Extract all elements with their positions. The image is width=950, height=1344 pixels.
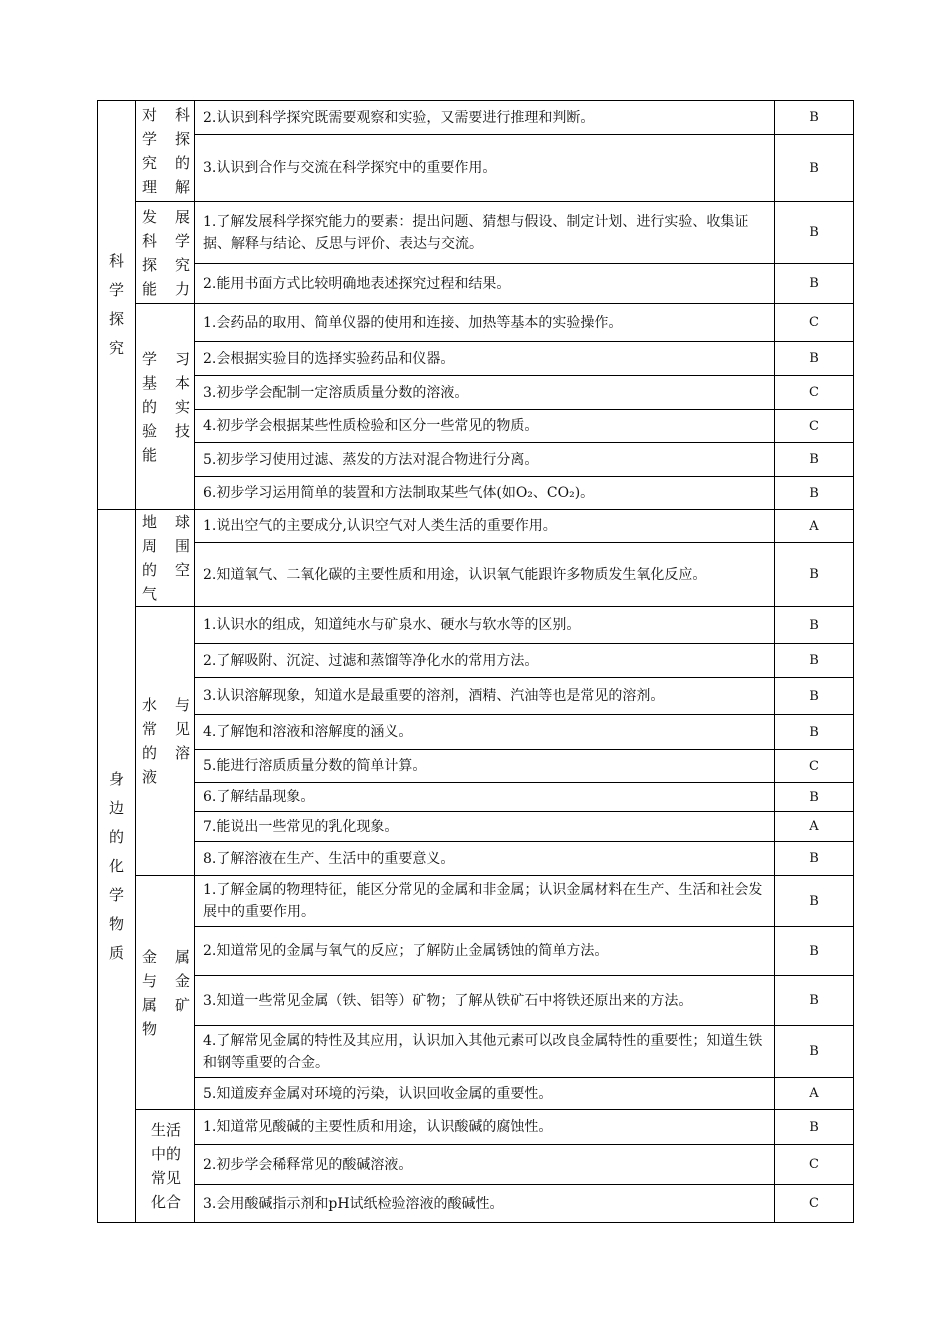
requirement-text: 3.初步学会配制一定溶质质量分数的溶液。: [195, 376, 775, 410]
table-row: [98, 477, 854, 510]
table-row: [98, 876, 854, 927]
table-row: [98, 135, 854, 202]
subcategory-label-line: 地 球: [142, 513, 190, 531]
requirement-text: 3.认识到合作与交流在科学探究中的重要作用。: [195, 135, 775, 202]
requirement-level: C: [775, 750, 854, 783]
requirement-level: B: [775, 1026, 854, 1078]
requirement-level: B: [775, 443, 854, 477]
requirement-level: A: [775, 1078, 854, 1110]
subcategory-label-line: 常 见: [142, 720, 190, 738]
table-row: [98, 202, 854, 264]
requirement-level: C: [775, 410, 854, 443]
category-cell: [98, 510, 136, 1223]
subcategory-label-line: 水 与: [142, 696, 190, 714]
table-row: [98, 644, 854, 678]
requirement-text: 4.初步学会根据某些性质检验和区分一些常见的物质。: [195, 410, 775, 443]
requirement-text: 1.说出空气的主要成分,认识空气对人类生活的重要作用。: [195, 510, 775, 543]
subcategory-label-line: 物: [142, 1019, 158, 1038]
requirement-text: 2.知道氧气、二氧化碳的主要性质和用途，认识氧气能跟许多物质发生氧化反应。: [195, 543, 775, 607]
requirement-text: 2.会根据实验目的选择实验药品和仪器。: [195, 342, 775, 376]
requirement-text: 8.了解溶液在生产、生活中的重要意义。: [195, 842, 775, 876]
requirement-text: 6.了解结晶现象。: [195, 783, 775, 812]
requirement-text: 6.初步学习运用简单的装置和方法制取某些气体(如O₂、CO₂)。: [195, 477, 775, 510]
subcategory-label-line: 的 溶: [142, 744, 190, 762]
subcategory-label-line: 周 围: [142, 537, 190, 555]
table-row: [98, 927, 854, 976]
requirement-text: 3.认识溶解现象，知道水是最重要的溶剂，酒精、汽油等也是常见的溶剂。: [195, 678, 775, 715]
requirement-text: 2.能用书面方式比较明确地表述探究过程和结果。: [195, 264, 775, 304]
requirement-text: 5.能进行溶质质量分数的简单计算。: [195, 750, 775, 783]
table-row: [98, 750, 854, 783]
requirement-text: 1.知道常见酸碱的主要性质和用途，认识酸碱的腐蚀性。: [195, 1110, 775, 1145]
requirement-level: B: [775, 715, 854, 750]
requirement-text: 2.认识到科学探究既需要观察和实验，又需要进行推理和判断。: [195, 101, 775, 135]
table-row: [98, 264, 854, 304]
requirement-text: 7.能说出一些常见的乳化现象。: [195, 812, 775, 842]
table-row: [98, 510, 854, 543]
requirement-level: B: [775, 876, 854, 927]
subcategory-label-line: 探 究: [142, 255, 190, 274]
requirement-level: A: [775, 812, 854, 842]
requirement-level: B: [775, 644, 854, 678]
subcategory-label-line: 学 探: [142, 130, 190, 148]
requirement-text: 5.知道废弃金属对环境的污染，认识回收金属的重要性。: [195, 1078, 775, 1110]
table-row: [98, 543, 854, 607]
requirement-level: C: [775, 304, 854, 342]
requirement-level: B: [775, 342, 854, 376]
subcategory-label-line: 基 本: [142, 373, 190, 392]
requirement-level: B: [775, 1110, 854, 1145]
subcategory-label-line: 发 展: [142, 207, 190, 226]
requirement-text: 3.会用酸碱指示剂和pH试纸检验溶液的酸碱性。: [195, 1185, 775, 1223]
requirement-level: B: [775, 135, 854, 202]
table-row: [98, 410, 854, 443]
table-row: [98, 101, 854, 135]
subcategory-label-line: 液: [142, 768, 158, 786]
requirement-level: B: [775, 607, 854, 644]
requirement-level: B: [775, 264, 854, 304]
subcategory-label-line: 验 技: [142, 421, 190, 440]
subcategory-cell: [136, 607, 195, 876]
table-row: [98, 715, 854, 750]
requirement-level: B: [775, 842, 854, 876]
table-row: [98, 376, 854, 410]
requirement-level: A: [775, 510, 854, 543]
subcategory-cell: [136, 876, 195, 1110]
subcategory-label-line: 属 矿: [142, 995, 190, 1014]
subcategory-label-line: 气: [142, 585, 158, 603]
requirement-text: 2.初步学会稀释常见的酸碱溶液。: [195, 1145, 775, 1185]
table-row: [98, 304, 854, 342]
table-body: [98, 101, 854, 1223]
requirement-text: 2.了解吸附、沉淀、过滤和蒸馏等净化水的常用方法。: [195, 644, 775, 678]
table-row: [98, 1110, 854, 1145]
subcategory-cell: [136, 510, 195, 607]
requirement-text: 3.知道一些常见金属（铁、铝等）矿物；了解从铁矿石中将铁还原出来的方法。: [195, 976, 775, 1026]
requirement-text: 1.了解金属的物理特征，能区分常见的金属和非金属；认识金属材料在生产、生活和社会发展中的重要作用。: [195, 876, 775, 927]
subcategory-cell: [136, 101, 195, 202]
requirement-level: B: [775, 202, 854, 264]
requirement-level: B: [775, 101, 854, 135]
requirement-level: B: [775, 976, 854, 1026]
category-label: 科学探究: [108, 252, 124, 357]
table-row: [98, 842, 854, 876]
curriculum-standards-table: [97, 100, 854, 1223]
subcategory-label-line: 与 金: [142, 971, 190, 990]
table-row: [98, 342, 854, 376]
table-row: [98, 607, 854, 644]
subcategory-label-line: 化合: [150, 1193, 181, 1211]
table-row: [98, 1185, 854, 1223]
requirement-text: 1.了解发展科学探究能力的要素：提出问题、猜想与假设、制定计划、进行实验、收集证据、解释与结论、反思与评价、表达与交流。: [195, 202, 775, 264]
requirement-level: C: [775, 1145, 854, 1185]
subcategory-label-line: 的 实: [142, 397, 190, 416]
subcategory-label-line: 常见: [150, 1169, 181, 1187]
subcategory-cell: [136, 202, 195, 304]
table-row: [98, 678, 854, 715]
subcategory-label-line: 对 科: [142, 106, 190, 124]
requirement-text: 4.了解饱和溶液和溶解度的涵义。: [195, 715, 775, 750]
subcategory-cell: [136, 1110, 195, 1223]
requirement-level: B: [775, 927, 854, 976]
subcategory-cell: [136, 304, 195, 510]
requirement-level: B: [775, 477, 854, 510]
subcategory-label-line: 生活: [150, 1121, 181, 1139]
table-row: [98, 1078, 854, 1110]
subcategory-label-line: 中的: [150, 1145, 181, 1163]
table-row: [98, 1145, 854, 1185]
requirement-text: 5.初步学习使用过滤、蒸发的方法对混合物进行分离。: [195, 443, 775, 477]
table-row: [98, 976, 854, 1026]
table-row: [98, 812, 854, 842]
requirement-level: B: [775, 678, 854, 715]
subcategory-label-line: 科 学: [142, 231, 190, 250]
table-row: [98, 443, 854, 477]
requirement-text: 2.知道常见的金属与氧气的反应；了解防止金属锈蚀的简单方法。: [195, 927, 775, 976]
requirement-text: 4.了解常见金属的特性及其应用，认识加入其他元素可以改良金属特性的重要性；知道生铁和钢等重要的合金。: [195, 1026, 775, 1078]
table-row: [98, 783, 854, 812]
requirement-text: 1.会药品的取用、简单仪器的使用和连接、加热等基本的实验操作。: [195, 304, 775, 342]
subcategory-label-line: 理解: [142, 178, 190, 196]
category-cell: [98, 101, 136, 510]
subcategory-label-line: 究 的: [142, 154, 190, 172]
requirement-level: B: [775, 783, 854, 812]
requirement-text: 1.认识水的组成，知道纯水与矿泉水、硬水与软水等的区别。: [195, 607, 775, 644]
subcategory-label-line: 能: [142, 445, 158, 464]
requirement-level: B: [775, 543, 854, 607]
requirement-level: C: [775, 1185, 854, 1223]
subcategory-label-line: 金 属: [142, 947, 190, 966]
category-label: 身边的化学物质: [108, 769, 124, 962]
subcategory-label-line: 的 空: [142, 561, 190, 579]
subcategory-label-line: 能力: [142, 279, 190, 298]
table-row: [98, 1026, 854, 1078]
subcategory-label-line: 学 习: [142, 349, 190, 368]
requirement-level: C: [775, 376, 854, 410]
